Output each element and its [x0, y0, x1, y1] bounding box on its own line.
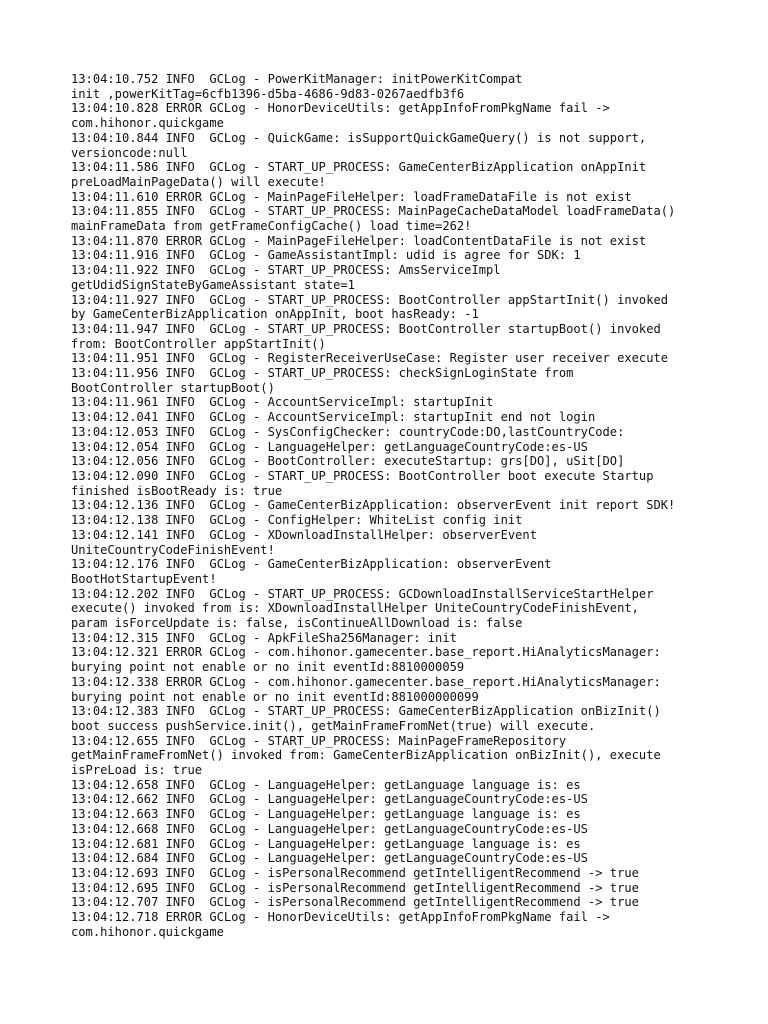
log-line: 13:04:12.655 INFO GCLog - START_UP_PROCESS: MainPageFrameRepository	[71, 733, 567, 748]
log-line: 13:04:11.610 ERROR GCLog - MainPageFileHelper: loadFrameDataFile is not exist	[71, 189, 632, 204]
log-line: finished isBootReady is: true	[71, 483, 283, 498]
log-line: 13:04:11.956 INFO GCLog - START_UP_PROCESS: checkSignLoginState from	[71, 366, 574, 381]
log-line: 13:04:11.947 INFO GCLog - START_UP_PROCESS: BootController startupBoot() invoked	[71, 321, 661, 336]
log-line: 13:04:12.693 INFO GCLog - isPersonalRecommend getIntelligentRecommend -> true	[71, 865, 639, 880]
log-line: 13:04:12.053 INFO GCLog - SysConfigChecker: countryCode:DO,lastCountryCode:	[71, 424, 625, 439]
log-line: from: BootController appStartInit()	[71, 336, 326, 351]
log-line: 13:04:12.138 INFO GCLog - ConfigHelper: WhiteList config init	[71, 513, 523, 528]
log-line: 13:04:12.662 INFO GCLog - LanguageHelper: getLanguageCountryCode:es-US	[71, 792, 588, 807]
log-line: 13:04:11.922 INFO GCLog - START_UP_PROCESS: AmsServiceImpl	[71, 263, 501, 278]
log-line: 13:04:11.916 INFO GCLog - GameAssistantImpl: udid is agree for SDK: 1	[71, 248, 581, 263]
log-line: 13:04:12.338 ERROR GCLog - com.hihonor.gamecenter.base_report.HiAnalyticsManager:	[71, 674, 661, 689]
log-line: 13:04:10.752 INFO GCLog - PowerKitManager: initPowerKitCompat	[71, 72, 523, 86]
log-line: burying point not enable or no init eventId:881000000099	[71, 689, 479, 704]
log-line: versioncode:null	[71, 145, 188, 160]
log-line: mainFrameData from getFrameConfigCache() load time=262!	[71, 219, 472, 234]
log-line: isPreLoad is: true	[71, 763, 203, 778]
log-line: 13:04:12.663 INFO GCLog - LanguageHelper: getLanguage language is: es	[71, 807, 581, 822]
log-line: 13:04:11.870 ERROR GCLog - MainPageFileHelper: loadContentDataFile is not exist	[71, 233, 647, 248]
log-line: 13:04:12.176 INFO GCLog - GameCenterBizApplication: observerEvent	[71, 557, 552, 572]
log-line: 13:04:11.951 INFO GCLog - RegisterReceiverUseCase: Register user receiver execute	[71, 351, 669, 366]
log-line: 13:04:12.041 INFO GCLog - AccountServiceImpl: startupInit end not login	[71, 410, 596, 425]
log-line: 13:04:12.668 INFO GCLog - LanguageHelper: getLanguageCountryCode:es-US	[71, 821, 588, 836]
log-line: 13:04:12.315 INFO GCLog - ApkFileSha256Manager: init	[71, 630, 457, 645]
log-line: preLoadMainPageData() will execute!	[71, 174, 326, 189]
log-line: 13:04:12.695 INFO GCLog - isPersonalRecommend getIntelligentRecommend -> true	[71, 880, 639, 895]
log-line: 13:04:11.927 INFO GCLog - START_UP_PROCESS: BootController appStartInit() invoked	[71, 292, 669, 307]
log-line: 13:04:11.855 INFO GCLog - START_UP_PROCESS: MainPageCacheDataModel loadFrameData()	[71, 204, 676, 219]
log-line: getMainFrameFromNet() invoked from: GameCenterBizApplication onBizInit(), execute	[71, 748, 661, 763]
log-line: 13:04:12.136 INFO GCLog - GameCenterBizApplication: observerEvent init report SDK!	[71, 498, 676, 513]
log-line: 13:04:12.707 INFO GCLog - isPersonalRecommend getIntelligentRecommend -> true	[71, 895, 639, 910]
log-line: com.hihonor.quickgame	[71, 924, 224, 939]
log-line: 13:04:12.718 ERROR GCLog - HonorDeviceUtils: getAppInfoFromPkgName fail ->	[71, 910, 610, 925]
log-line: 13:04:11.586 INFO GCLog - START_UP_PROCESS: GameCenterBizApplication onAppInit	[71, 160, 647, 175]
log-line: getUdidSignStateByGameAssistant state=1	[71, 277, 355, 292]
log-line: 13:04:12.056 INFO GCLog - BootController: executeStartup: grs[DO], uSit[DO]	[71, 454, 625, 469]
log-line: init ,powerKitTag=6cfb1396-d5ba-4686-9d83-0267aedfb3f6	[71, 86, 465, 101]
log-line: UniteCountryCodeFinishEvent!	[71, 542, 275, 557]
log-line: com.hihonor.quickgame	[71, 116, 224, 131]
log-line: burying point not enable or no init eventId:8810000059	[71, 660, 465, 675]
log-line: 13:04:11.961 INFO GCLog - AccountServiceImpl: startupInit	[71, 395, 494, 410]
log-line: BootHotStartupEvent!	[71, 571, 217, 586]
log-line: 13:04:12.090 INFO GCLog - START_UP_PROCESS: BootController boot execute Startup	[71, 468, 654, 483]
log-line: 13:04:12.054 INFO GCLog - LanguageHelper: getLanguageCountryCode:es-US	[71, 439, 588, 454]
log-line: 13:04:12.684 INFO GCLog - LanguageHelper: getLanguageCountryCode:es-US	[71, 851, 588, 866]
log-document	[71, 72, 711, 939]
log-line: BootController startupBoot()	[71, 380, 275, 395]
log-line: 13:04:12.321 ERROR GCLog - com.hihonor.gamecenter.base_report.HiAnalyticsManager:	[71, 645, 661, 660]
log-line: 13:04:10.844 INFO GCLog - QuickGame: isSupportQuickGameQuery() is not support,	[71, 130, 647, 145]
log-line: execute() invoked from is: XDownloadInstallHelper UniteCountryCodeFinishEvent,	[71, 601, 639, 616]
log-line: param isForceUpdate is: false, isContinueAllDownload is: false	[71, 616, 523, 631]
log-line: 13:04:10.828 ERROR GCLog - HonorDeviceUtils: getAppInfoFromPkgName fail ->	[71, 101, 610, 116]
log-line: 13:04:12.202 INFO GCLog - START_UP_PROCESS: GCDownloadInstallServiceStartHelper	[71, 586, 654, 601]
log-line: 13:04:12.383 INFO GCLog - START_UP_PROCESS: GameCenterBizApplication onBizInit()	[71, 704, 661, 719]
log-line: 13:04:12.141 INFO GCLog - XDownloadInstallHelper: observerEvent	[71, 527, 537, 542]
log-line: boot success pushService.init(), getMainFrameFromNet(true) will execute.	[71, 718, 596, 733]
log-line: by GameCenterBizApplication onAppInit, boot hasReady: -1	[71, 307, 479, 322]
log-line: 13:04:12.658 INFO GCLog - LanguageHelper: getLanguage language is: es	[71, 777, 581, 792]
log-line: 13:04:12.681 INFO GCLog - LanguageHelper: getLanguage language is: es	[71, 836, 581, 851]
